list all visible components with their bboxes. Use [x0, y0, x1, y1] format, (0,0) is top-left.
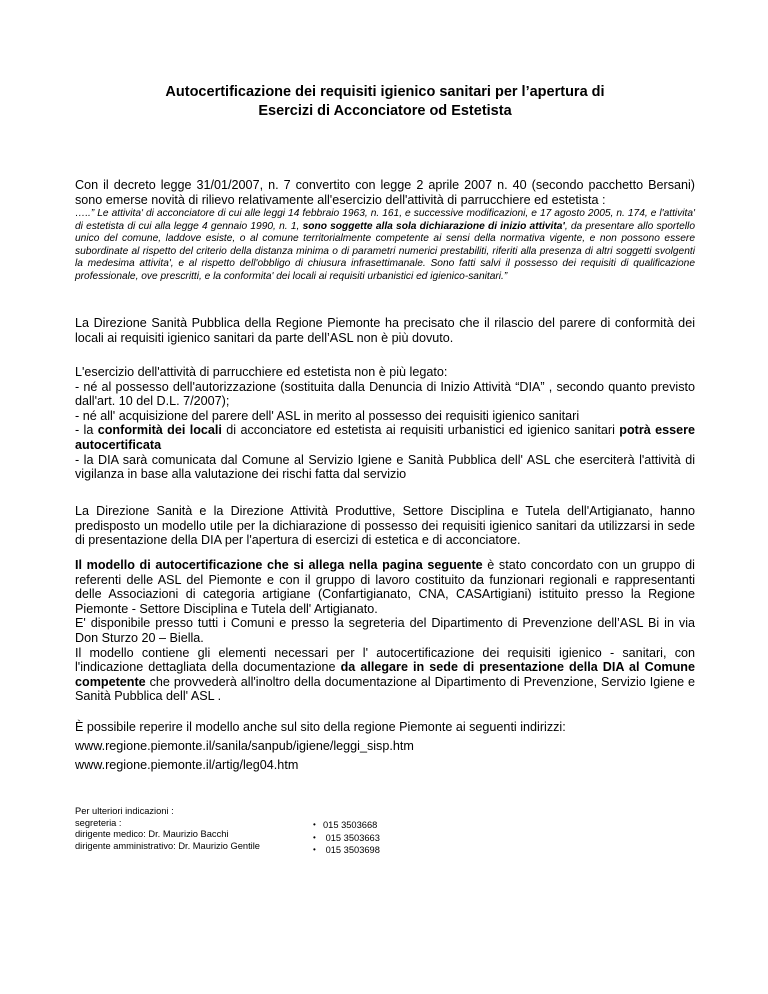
document-title	[75, 83, 695, 121]
contacts-phones	[313, 819, 513, 857]
phone-number: 015 3503668	[323, 820, 378, 830]
website-section	[75, 718, 695, 775]
model-paragraph: Il modello di autocertificazione che si allega nella pagina seguente è stato concordato con un gruppo di referenti delle ASL del Piemonte e con il gruppo di lavoro costituito da funzionari regionali e rappresentanti delle Associazioni di categoria artigiane (Confartigianato, CNA, CASArtigiani) istituito presso la Regione Piemonte - Settore Disciplina e Tutela dell' Artigianato.	[75, 558, 695, 616]
title-line-1: Autocertificazione dei requisiti igienico sanitari per l’apertura di	[165, 84, 605, 100]
phone-number: 015 3503698	[323, 845, 380, 856]
model-contents-paragraph: Il modello contiene gli elementi necessari per l' autocertificazione dei requisiti igienico - sanitari, con l'indicazione dettagliata della documentazione da allegare in sede di presentazione della DIA al Comune competente che provvederà all'inoltro della documentazione al Dipartimento di Prevenzione, Servizio Igiene e Sanità Pubblica dell' ASL .	[75, 645, 695, 704]
phone-number: 015 3503663	[323, 832, 380, 843]
law-quote-emphasis: sono soggette alla sola dichiarazione di inizio attivita'	[302, 220, 565, 232]
contacts-labels	[75, 806, 315, 852]
list-item: - la DIA sarà comunicata dal Comune al Servizio Igiene e Sanità Pubblica dell' ASL che eserciterà l'attività di vigilanza in base alla valutazione dei rischi fatta dal servizio	[75, 452, 695, 482]
list-item: - né all' acquisizione del parere dell' ASL in merito al possesso dei requisiti igienico sanitari	[75, 408, 580, 423]
contact-label: dirigente amministrativo: Dr. Maurizio Gentile	[75, 840, 260, 851]
directorate-paragraph: La Direzione Sanità e la Direzione Attività Produttive, Settore Disciplina e Tutela dell'Artigianato, hanno predisposto un modello utile per la dichiarazione di possesso dei requisiti igienico sanitari da utilizzarsi in sede di presentazione della DIA per l'apertura di esercizi di estetica e di acconciatore.	[75, 504, 695, 548]
phone-row	[313, 819, 513, 832]
website-link-1[interactable]: www.regione.piemonte.il/sanila/sanpub/igiene/leggi_sisp.htm	[75, 739, 414, 753]
phone-bullet-icon: •	[313, 845, 316, 855]
availability-paragraph: E' disponibile presso tutti i Comuni e presso la segreteria del Dipartimento di Prevenzione dell’ASL Bi in via Don Sturzo 20 – Biella.	[75, 616, 695, 645]
list-item: - né al possesso dell'autorizzazione (sostituita dalla Denuncia di Inizio Attività “DIA” , secondo quanto previsto dall'art. 10 del D.L. 7/2007);	[75, 379, 695, 409]
asl-paragraph: La Direzione Sanità Pubblica della Regione Piemonte ha precisato che il rilascio del parere di conformità dei locali ai requisiti igienico sanitari da parte dell’ASL non è più dovuto.	[75, 316, 695, 345]
contact-label: dirigente medico: Dr. Maurizio Bacchi	[75, 829, 229, 840]
phone-bullet-icon: •	[313, 820, 316, 829]
title-line-2: Esercizi di Acconciatore od Estetista	[258, 103, 512, 119]
phone-bullet-icon: •	[313, 832, 316, 842]
law-quote: …..” Le attivita' di acconciatore di cui alle leggi 14 febbraio 1963, n. 161, e successive modificazioni, e 17 agosto 2005, n. 174, e l'attivita' di estetista di cui alla legge 4 gennaio 1990, n. 1, sono soggette alla sola dichiarazione di inizio attivita', da presentare allo sportello unico del comune, laddove esiste, o al comune territorialmente competente ai sensi della normativa vigente, e non possono essere subordinate al rispetto del criterio della distanza minima o di parametri numerici prestabiliti, riferiti alla presenza di altri soggetti svolgenti la medesima attivita', e al rispetto dell'obbligo di chiusura infrasettimanale. Sono fatti salvi il possesso dei requisiti di qualificazione professionale, ove prescritti, e la conformita' dei locali ai requisiti urbanistici ed igienico-sanitari.”	[75, 208, 695, 282]
website-intro: È possibile reperire il modello anche sul sito della regione Piemonte ai seguenti indirizzi:	[75, 720, 566, 734]
activity-list-intro: L'esercizio dell'attività di parrucchiere ed estetista non è più legato:	[75, 365, 448, 379]
intro-paragraph: Con il decreto legge 31/01/2007, n. 7 convertito con legge 2 aprile 2007 n. 40 (secondo pacchetto Bersani) sono emerse novità di rilievo relativamente all'esercizio dell'attività di parrucchiere ed estetista :	[75, 178, 695, 207]
contact-label: segreteria :	[75, 817, 122, 828]
contacts-heading: Per ulteriori indicazioni :	[75, 806, 174, 816]
activity-list	[75, 365, 695, 482]
phone-row	[313, 832, 513, 845]
model-section	[75, 558, 695, 704]
list-item: - la conformità dei locali di acconciatore ed estetista ai requisiti urbanistici ed igienico sanitari potrà essere autocertificata	[75, 423, 696, 452]
website-link-2[interactable]: www.regione.piemonte.il/artig/leg04.htm	[75, 758, 299, 772]
phone-row	[313, 844, 513, 857]
